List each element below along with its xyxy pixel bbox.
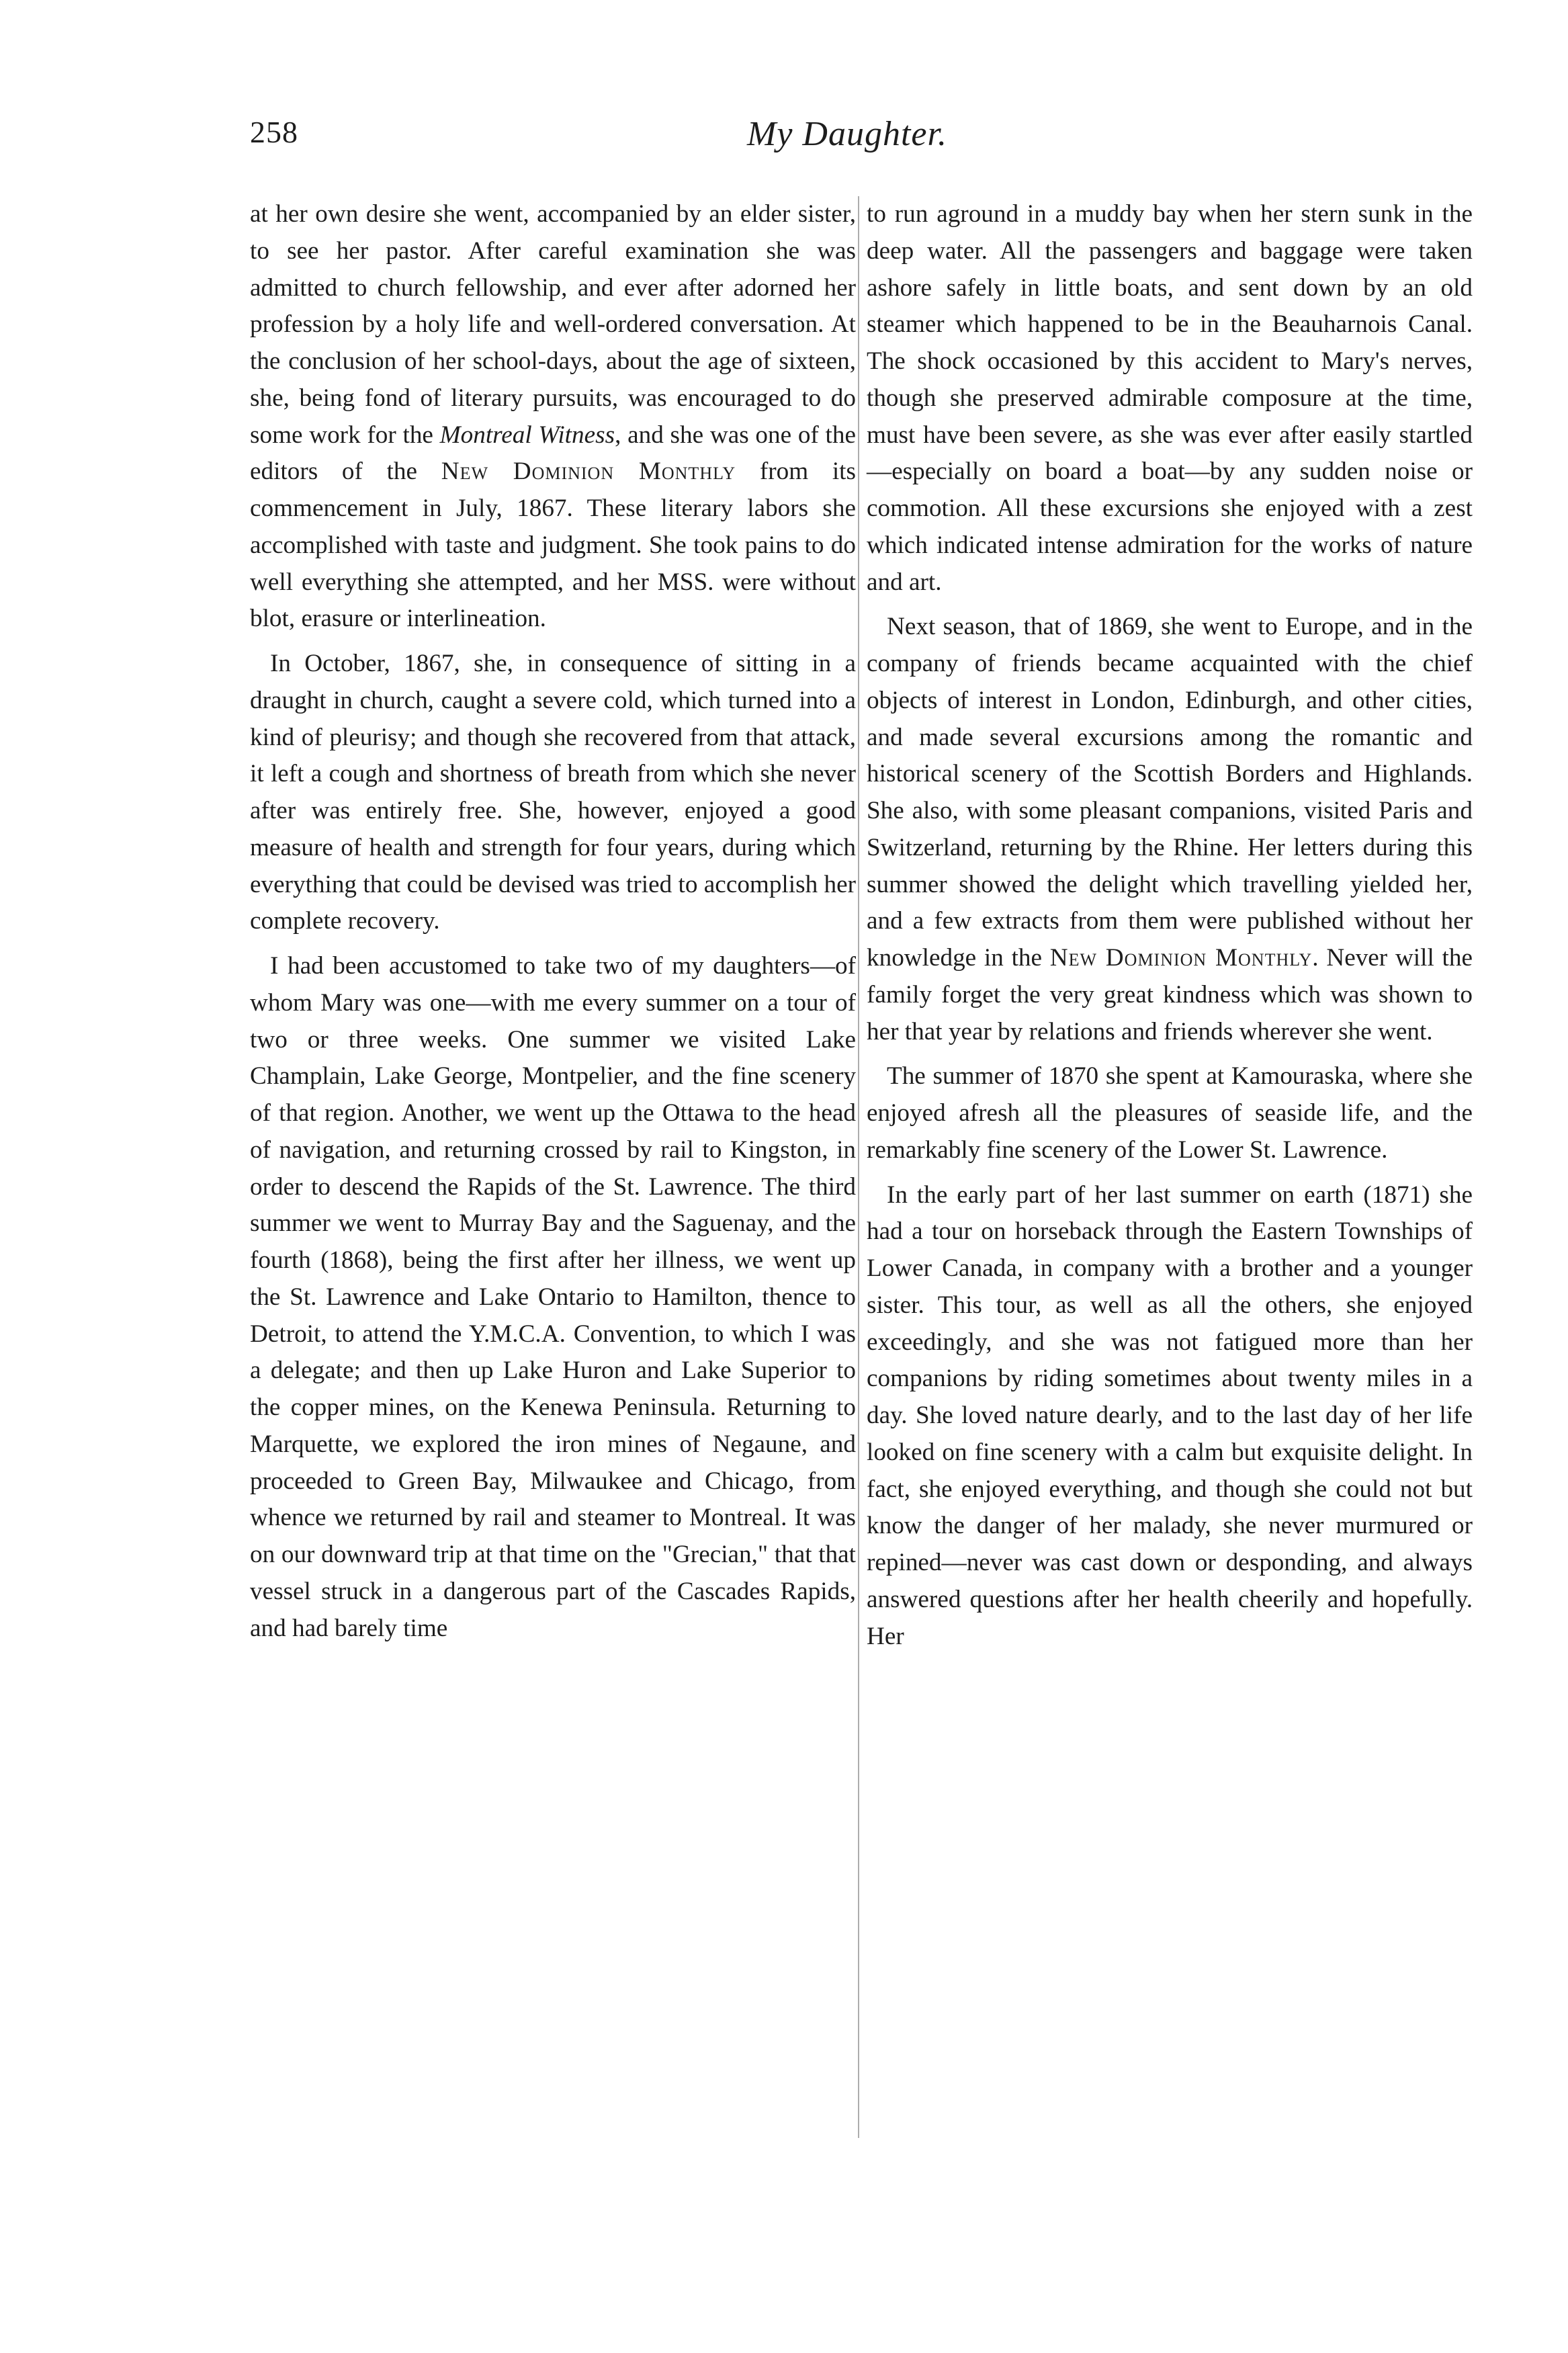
left-p1-text-c: , and she was one of the editors of the [250,421,856,486]
right-paragraph-3: The summer of 1870 she spent at Kamouraska, where she enjoyed afresh all the pleasures of seaside life, and the remarkably fine scenery of the Lower St. Lawrence. [867,1062,1473,1164]
left-paragraph-2: In October, 1867, she, in consequence of sitting in a draught in church, caught a severe cold, which turned into a kind of pleurisy; and though she recovered from that attack, it left a cough and shortness of breath from which she never after was entirely free. She, however, enjoyed a good measure of health and strength for four years, during which everything that could be devised was tried to accomplish her complete recovery. [250,650,856,935]
monthly-title: New Dominion Monthly [441,458,736,486]
right-paragraph-1: to run aground in a muddy bay when her stern sunk in the deep water. All the passengers and baggage were taken ashore safely in little boats, and sent down by an old steamer which happened to be in the Beauharnois Canal. The shock occasioned by this accident to Mary's nerves, though she preserved admirable composure at the time, must have been severe, as she was ever after easily startled—especially on board a boat—by any sudden noise or commotion. All these excursions she enjoyed with a zest which indicated intense admiration for the works of nature and art. [867,200,1473,596]
left-p1-text-a: at her own desire she went, accompanied by an elder sister, to see her pastor. After careful examination she was admitted to church fellowship, and ever after adorned her profession by a holy life and well-ordered conversation. At the conclusion of her school-days, about the age of sixteen, she, being fond of literary pursuits, was encouraged to do some work for the [250,200,856,449]
right-p2-text-c: . Never will the family forget the very great kindness which was shown to her that year by relations and friends wherever she went. [867,944,1473,1045]
right-column [867,196,1473,1655]
page-header [250,114,1473,168]
page-number: 258 [250,115,298,149]
montreal-witness-title: Montreal Witness [439,421,615,449]
left-p1-text-e: from its commencement in July, 1867. These literary labors she accomplished with taste and judgment. She took pains to do well everything she attempted, and her MSS. were without blot, erasure or interlineation. [250,458,856,633]
left-paragraph-1 [250,196,856,638]
right-p2-text-a: Next season, that of 1869, she went to Europe, and in the company of friends became acquainted with the chief objects of interest in London, Edinburgh, and other cities, and made several excursions among the romantic and historical scenery of the Scottish Borders and Highlands. She also, with some pleasant companions, visited Paris and Switzerland, returning by the Rhine. Her letters during this summer showed the delight which travelling yielded her, and a few extracts from them were published without her knowledge in the [867,613,1473,972]
monthly-title-2: New Dominion Monthly [1049,944,1313,972]
column-divider [858,196,859,2138]
right-paragraph-4: In the early part of her last summer on earth (1871) she had a tour on horseback through the Eastern Townships of Lower Canada, in company with a brother and a younger sister. This tour, as well as all the others, she enjoyed exceedingly, and she was not fatigued more than her companions by riding sometimes about twenty miles in a day. She loved nature dearly, and to the last day of her life looked on fine scenery with a calm but exquisite delight. In fact, she enjoyed everything, and though she could not but know the danger of her malady, she never murmured or repined—never was cast down or desponding, and always answered questions after her health cheerily and hopefully. Her [867,1181,1473,1650]
left-column [250,196,856,1647]
left-paragraph-3: I had been accustomed to take two of my daughters—of whom Mary was one—with me every summer on a tour of two or three weeks. One summer we visited Lake Champlain, Lake George, Montpelier, and the fine scenery of that region. Another, we went up the Ottawa to the head of navigation, and returning crossed by rail to Kingston, in order to descend the Rapids of the St. Lawrence. The third summer we went to Murray Bay and the Saguenay, and the fourth (1868), being the first after her illness, we went up the St. Lawrence and Lake Ontario to Hamilton, thence to Detroit, to attend the Y.M.C.A. Convention, to which I was a delegate; and then up Lake Huron and Lake Superior to the copper mines, on the Kenewa Peninsula. Returning to Marquette, we explored the iron mines of Negaune, and proceeded to Green Bay, Milwaukee and Chicago, from whence we returned by rail and steamer to Montreal. It was on our downward trip at that time on the "Grecian," that that vessel struck in a dangerous part of the Cascades Rapids, and had barely time [250,952,856,1642]
running-title: My Daughter. [747,115,947,153]
right-paragraph-2 [867,609,1473,1050]
